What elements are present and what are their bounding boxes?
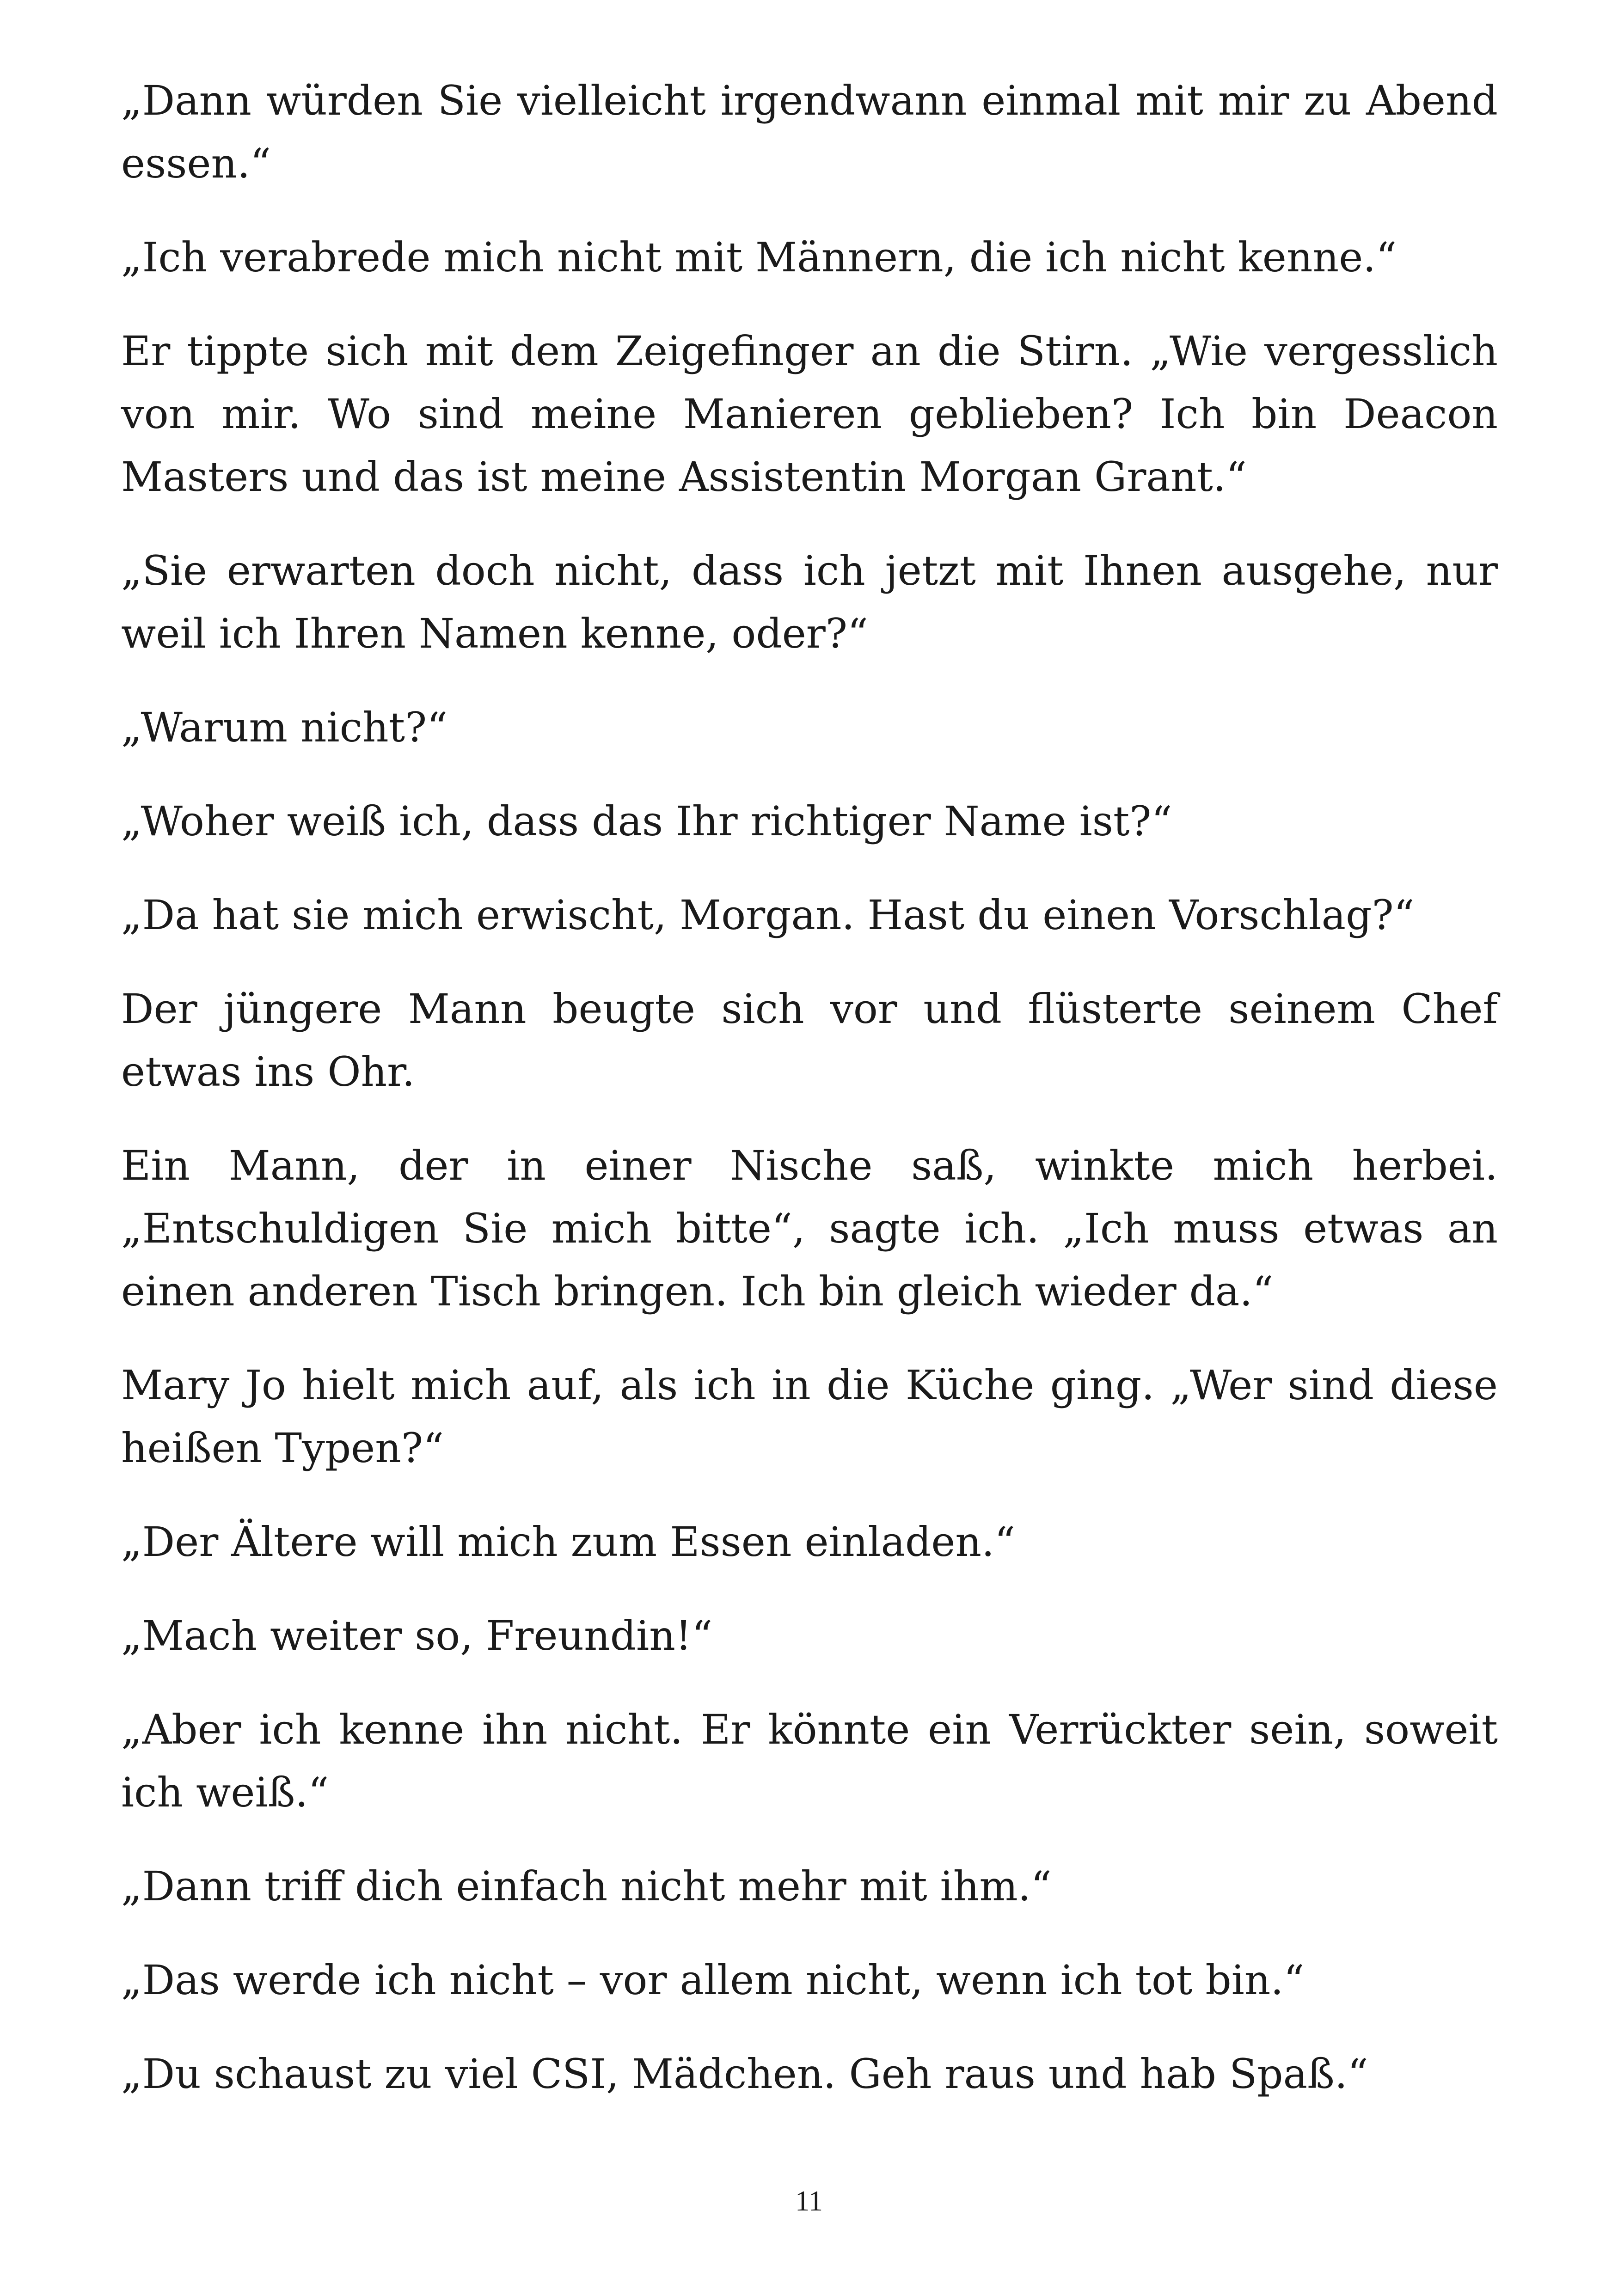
paragraph: „Da hat sie mich erwischt, Morgan. Hast du einen Vorschlag?“ [121,891,1415,939]
body-text [121,69,1498,2137]
paragraph: „Du schaust zu viel CSI, Mädchen. Geh raus und hab Spaß.“ [121,2050,1368,2098]
paragraph: „Der Ältere will mich zum Essen einladen.“ [121,1518,1016,1566]
paragraph: Er tippte sich mit dem Zeigefinger an die Stirn. „Wie vergesslich von mir. Wo sind meine Manieren geblieben? Ich bin Deacon Masters und das ist meine Assistentin Morgan Grant.“ [121,327,1498,501]
page-number: 11 [795,2186,823,2217]
paragraph: „Aber ich kenne ihn nicht. Er könnte ein Verrückter sein, soweit ich weiß.“ [121,1706,1498,1816]
paragraph: „Warum nicht?“ [121,704,448,751]
paragraph: Ein Mann, der in einer Nische saß, winkte mich herbei. „Entschuldigen Sie mich bitte“, sagte ich. „Ich muss etwas an einen anderen Tisch bringen. Ich bin gleich wieder da.“ [121,1142,1498,1315]
paragraph: Der jüngere Mann beugte sich vor und flüsterte seinem Chef etwas ins Ohr. [121,985,1498,1096]
paragraph: „Dann triff dich einfach nicht mehr mit ihm.“ [121,1862,1052,1910]
paragraph: „Ich verabrede mich nicht mit Männern, die ich nicht kenne.“ [121,233,1397,281]
paragraph: „Sie erwarten doch nicht, dass ich jetzt mit Ihnen ausgehe, nur weil ich Ihren Namen kenne, oder?“ [121,547,1498,657]
paragraph: Mary Jo hielt mich auf, als ich in die Küche ging. „Wer sind diese heißen Typen?“ [121,1361,1498,1472]
paragraph: „Mach weiter so, Freundin!“ [121,1612,713,1659]
paragraph: „Dann würden Sie vielleicht irgendwann einmal mit mir zu Abend essen.“ [121,77,1498,187]
paragraph: „Das werde ich nicht – vor allem nicht, wenn ich tot bin.“ [121,1956,1305,2004]
paragraph: „Woher weiß ich, dass das Ihr richtiger Name ist?“ [121,797,1172,845]
